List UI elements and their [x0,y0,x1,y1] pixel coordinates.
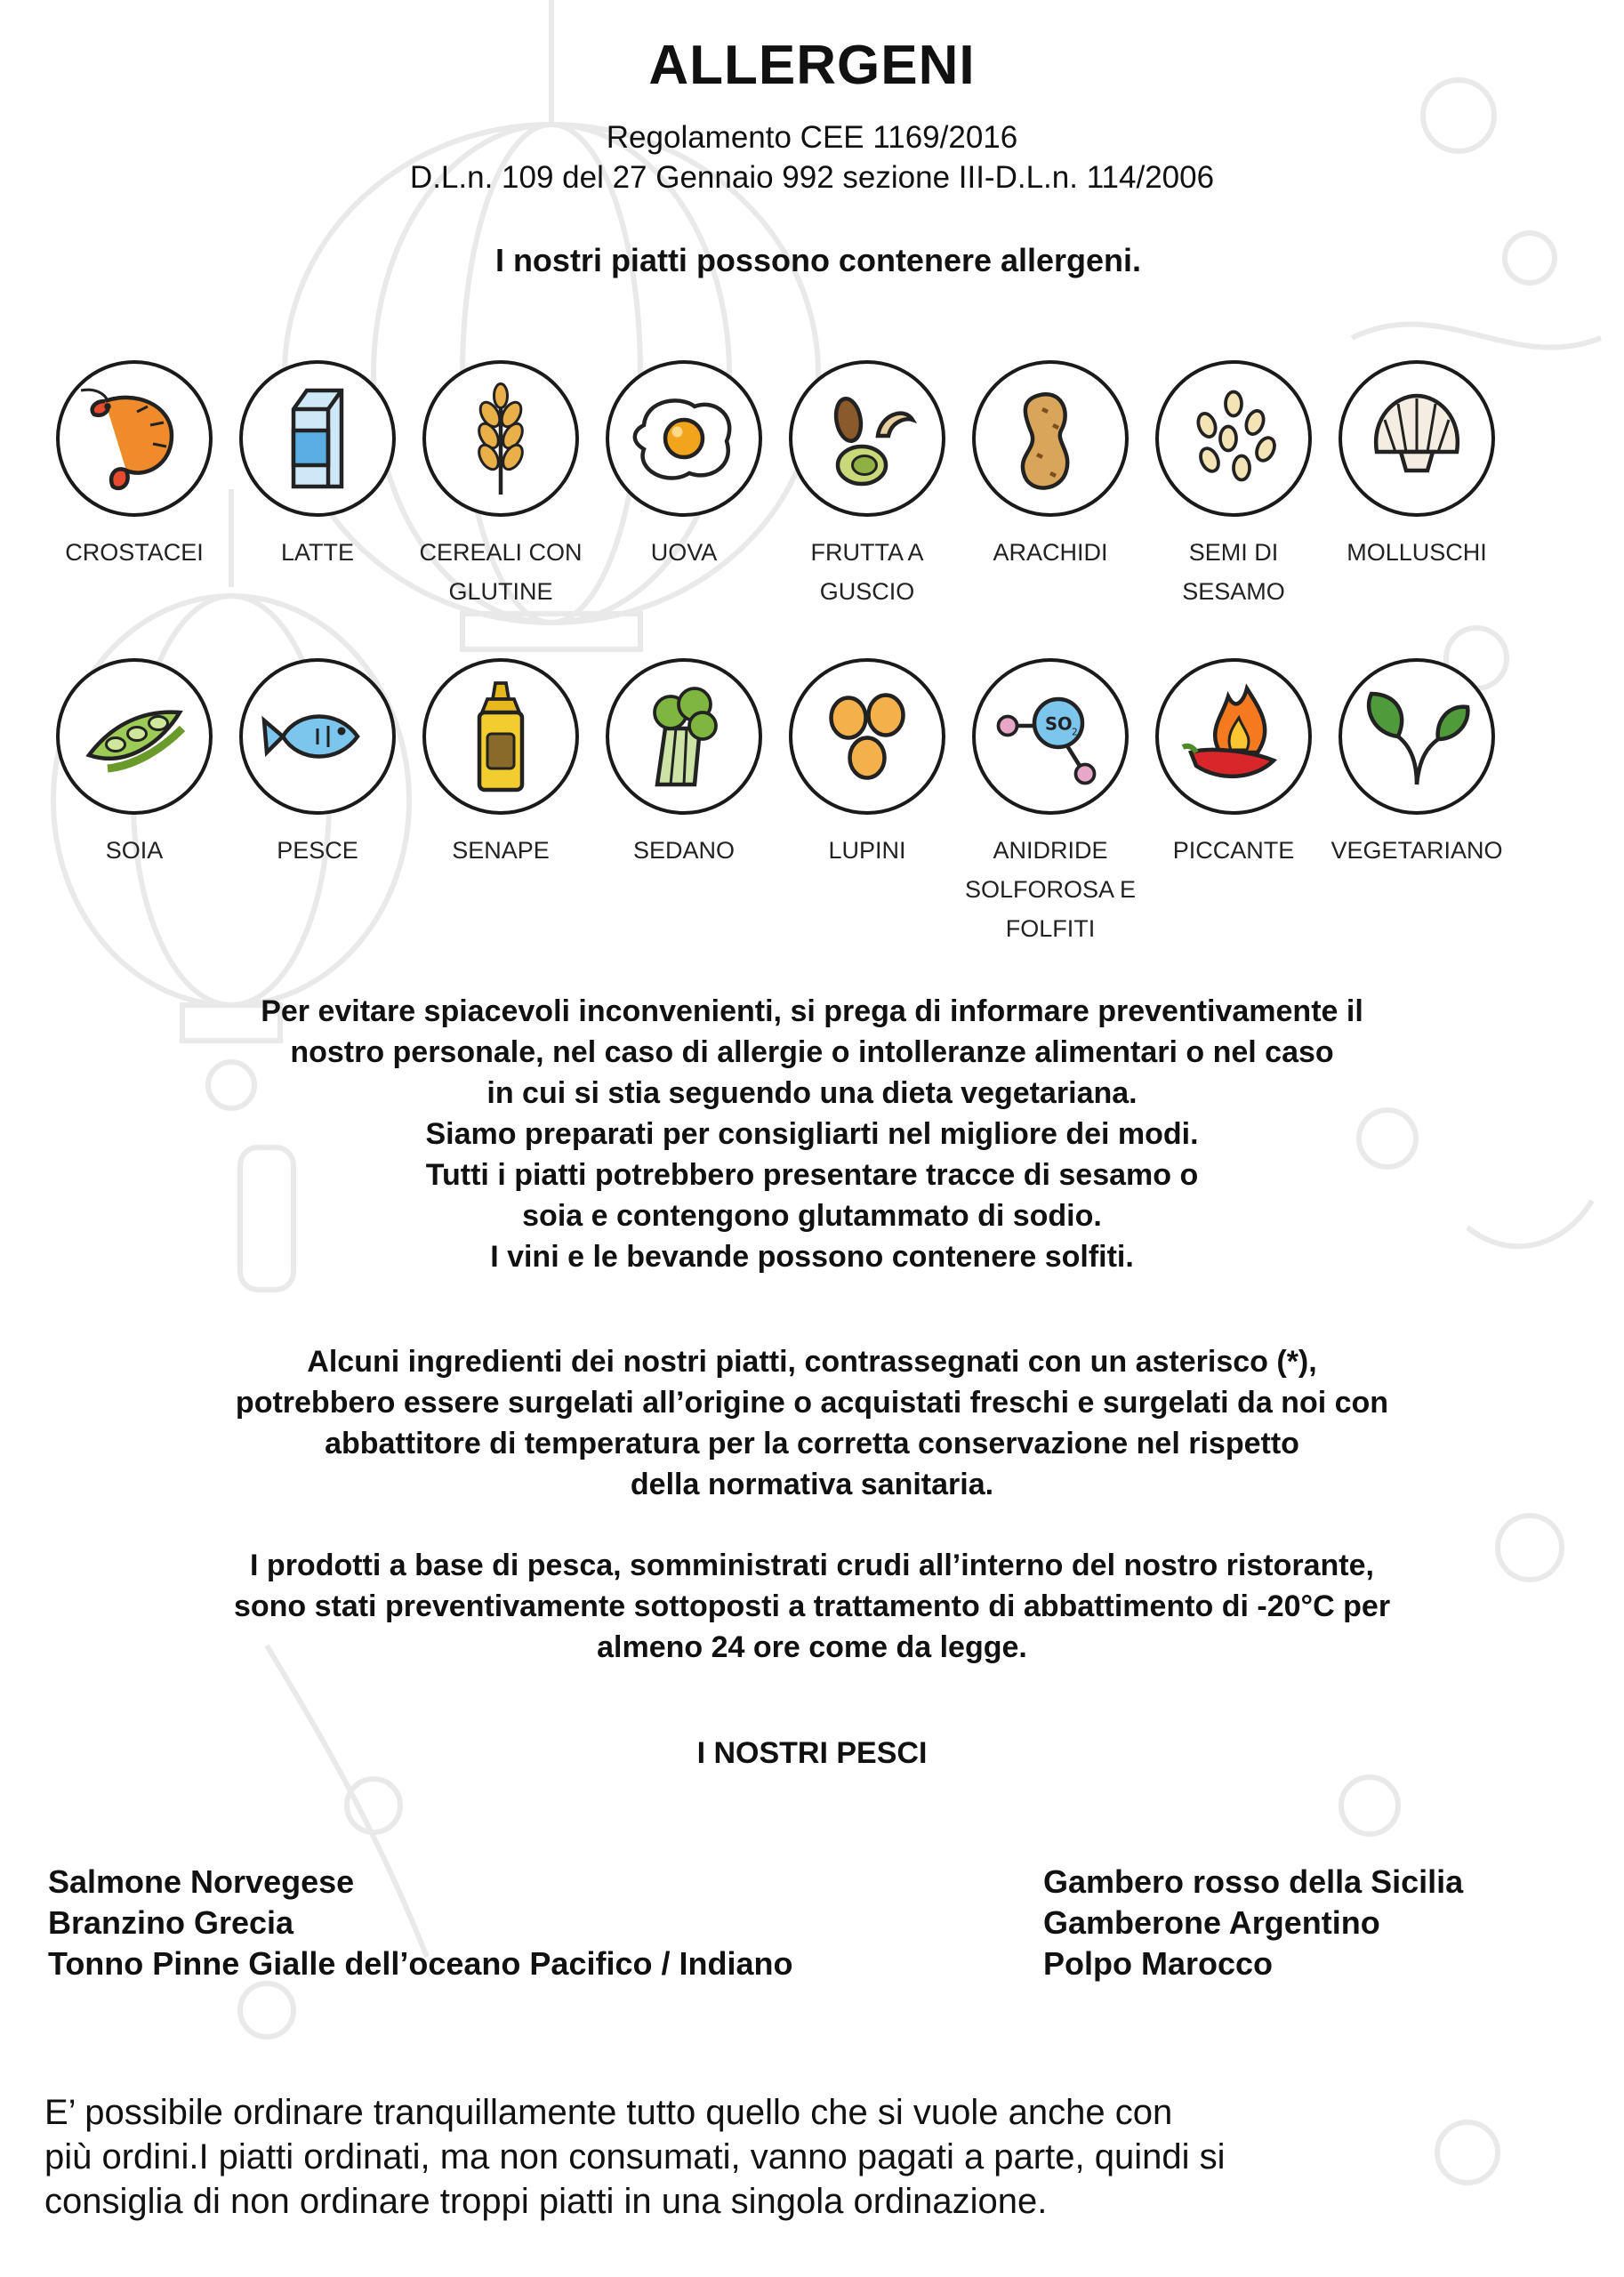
allergen-icon-circle [422,360,579,517]
allergen-soia [41,658,228,870]
allergen-sesamo [1140,360,1327,611]
allergen-pesce [224,658,411,870]
sesame-seeds-icon [1167,372,1300,505]
allergen-label: CEREALI CON GLUTINE [419,539,583,605]
allergen-icon-circle [239,658,396,815]
fish-section-heading: I NOSTRI PESCI [696,1736,928,1770]
allergen-latte [224,360,411,572]
leaf-icon [1350,670,1483,803]
allergen-icon-circle [1339,360,1495,517]
allergen-label: SEMI DI SESAMO [1182,539,1285,605]
ordering-note: E’ possibile ordinare tranquillamente tutto quello che si vuole anche con più ordini.I piatti ordinati, ma non consumati, vanno pagati a parte, quindi si consiglia di non ordinare troppi piatti in una singola ordinazione. [44,2093,1226,2221]
chili-fire-icon [1167,670,1300,803]
notice-raw-fish: I prodotti a base di pesca, somministrati crudi all’interno del nostro ristorante, sono stati preventivamente sottoposti a trattamento di abbattimento di -20°C per almeno 24 ore come da legge. [233,1549,1391,1664]
so2-label: SO [1045,713,1073,735]
allergen-frutta-guscio [774,360,961,611]
allergen-icon-circle [972,658,1129,815]
list-item: Salmone Norvegese [48,1863,355,1900]
allergen-label: PESCE [277,837,358,864]
regulation-line-1: Regolamento CEE 1169/2016 [606,120,1018,155]
list-item: Branzino Grecia [48,1904,294,1941]
allergen-label: SOIA [105,837,164,864]
milk-carton-icon [251,372,384,505]
allergen-icon-circle [56,658,213,815]
allergen-icon-circle [1339,658,1495,815]
allergen-crostacei [41,360,228,572]
allergen-label: LUPINI [828,837,906,864]
peanut-icon [984,372,1117,505]
allergen-sedano [591,658,777,870]
allergen-label: PICCANTE [1172,837,1295,864]
notice-allergies: Per evitare spiacevoli inconvenienti, si prega di informare preventivamente il nostro personale, nel caso di allergie o intolleranze alimentari o nel caso in cui si stia seguendo una dieta vegetariana. Siamo preparati per consigliarti nel migliore dei modi. Tutti i piatti potrebbero presentare tracce di sesamo o soia e contengono glutammato di sodio. I vini e le bevande possono contenere solfiti. [261,994,1363,1274]
allergen-senape [407,658,594,870]
allergen-anidride-solforosa [957,658,1144,948]
fish-list-left [48,1862,792,1984]
allergen-label: ANIDRIDE SOLFOROSA E FOLFITI [964,837,1137,942]
list-item: Gambero rosso della Sicilia [1043,1863,1464,1900]
nuts-icon [800,372,934,505]
allergen-label: ARACHIDI [993,539,1108,566]
soy-pod-icon [68,670,201,803]
regulation-line-2: D.L.n. 109 del 27 Gennaio 992 sezione III-D.L.n. 114/2006 [409,160,1215,195]
notice-frozen-ingredients: Alcuni ingredienti dei nostri piatti, contrassegnati con un asterisco (*), potrebbero essere surgelati all’origine o acquistati freschi e surgelati da noi con abbattitore di temperatura per la corretta conservazione nel rispetto della normativa sanitaria. [235,1345,1389,1501]
allergen-label: UOVA [650,539,718,566]
celery-icon [617,670,751,803]
allergen-icon-circle [56,360,213,517]
allergen-molluschi [1323,360,1510,572]
so2-subscript: 2 [1072,727,1078,738]
allergen-label: MOLLUSCHI [1347,539,1487,566]
shell-icon [1350,372,1483,505]
allergen-label: FRUTTA A GUSCIO [810,539,924,605]
lupin-icon [800,670,934,803]
allergen-icon-circle [1155,658,1312,815]
allergen-icon-circle [422,658,579,815]
allergen-icon-circle [1155,360,1312,517]
allergen-icon-circle [606,658,762,815]
allergen-label: CROSTACEI [65,539,204,566]
allergen-uova [591,360,777,572]
allergen-icon-circle [606,360,762,517]
so2-molecule-icon [984,670,1117,803]
list-item: Tonno Pinne Gialle dell’oceano Pacifico / Indiano [48,1945,793,1982]
allergen-icon-circle [789,360,945,517]
allergen-icon-circle [239,360,396,517]
allergen-icon-circle [789,658,945,815]
fish-list-right [1043,1862,1463,1984]
mustard-icon [434,670,567,803]
allergen-lupini [774,658,961,870]
wheat-icon [434,372,567,505]
allergen-label: SENAPE [452,837,550,864]
list-item: Polpo Marocco [1043,1945,1274,1982]
shrimp-icon [68,372,201,505]
fish-icon [251,670,384,803]
allergen-label: SEDANO [632,837,736,864]
allergen-label: VEGETARIANO [1331,837,1503,864]
allergen-intro: I nostri piatti possono contenere allergeni. [494,242,1142,278]
allergen-cereali [407,360,594,611]
allergen-label: LATTE [280,539,354,566]
allergen-arachidi [957,360,1144,572]
allergen-piccante [1140,658,1327,870]
page-title: ALLERGENI [648,35,976,96]
fried-egg-icon [617,372,751,505]
list-item: Gamberone Argentino [1043,1904,1380,1941]
allergen-vegetariano [1323,658,1510,870]
allergen-icon-circle [972,360,1129,517]
